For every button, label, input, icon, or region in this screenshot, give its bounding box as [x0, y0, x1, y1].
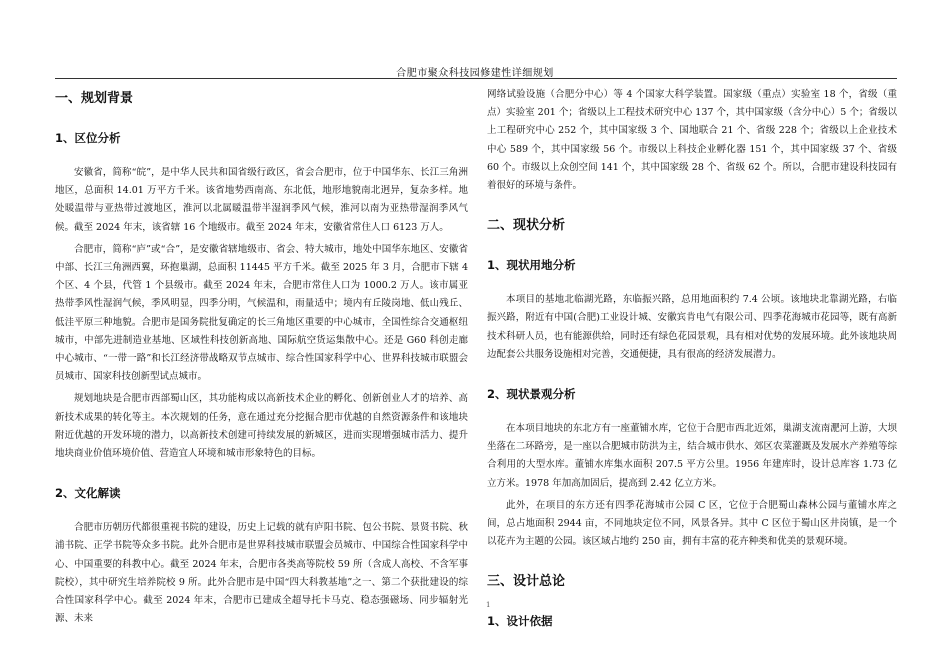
page-number: 1	[486, 601, 491, 609]
header-divider	[55, 78, 897, 79]
subsection-title-culture: 2、文化解读	[55, 486, 121, 501]
paragraph-reservoir: 在本项目地块的东北方有一座董铺水库，它位于合肥市西北近郊，巢湖支流南淝河上游，大坝坐落在二环路旁，是一座以合肥城市防洪为主，结合城市供水、郊区农菜灌溉及发展水产养殖等综合利用的大型水库。董铺水库集水面积 207.5 平方公里。1956 年建库时，设计总库容 1.73 亿立方米。1978 年加高加固后，提高到 2.42 亿立方米。	[487, 423, 897, 489]
paragraph-hefei-overview: 合肥市，简称“庐”或“合”，是安徽省辖地级市、省会、特大城市，地处中国华东地区、安徽省中部、长江三角洲西翼，环抱巢湖，总面积 11445 平方千米。截至 2025 年 3 月，合肥市下辖 4 个区、4 个县，代管 1 个县级市。截至 2024 年末，合肥市常住人口为 1000.2 万人。该市属亚热带季风性湿润气候，季风明显，四季分明，气候温和，雨量适中；境内有丘陵岗地、低山残丘、低洼平原三种地貌。合肥市是国务院批复确定的长三角地区重要的中心城市，全国性综合交通枢纽城市，中部先进制造业基地、区域性科技创新高地、国际航空货运集散中心。还是 G60 科创走廊中心城市、“一带一路”和长江经济带战略双节点城市、综合性国家科学中心、世界科技城市联盟会员城市、国家科技创新型试点城市。	[55, 243, 468, 383]
paragraph-science-facilities: 网络试验设施（合肥分中心）等 4 个国家大科学装置。国家级（重点）实验室 18 个，省级（重点）实验室 201 个；省级以上工程技术研究中心 137 个，其中国家级（含分中心）5 个；省级以上工程研究中心 252 个，其中国家级 3 个、国地联合 21 个、省级 228 个；省级以上企业技术中心 589 个，其中国家级 56 个。市级以上科技企业孵化器 151 个，其中国家级 37 个、省级 60 个。市级以上众创空间 141 个，其中国家级 28 个、省级 62 个。所以，合肥市建设科技园有着很好的环境与条件。	[487, 89, 897, 192]
subsection-title-land-use: 1、现状用地分析	[487, 258, 576, 273]
section-title-planning-background: 一、规划背景	[55, 91, 134, 106]
subsection-title-location-analysis: 1、区位分析	[55, 131, 121, 145]
left-column	[55, 86, 468, 628]
paragraph-plot-goal: 规划地块是合肥市西部蜀山区，其功能构成以高新技术企业的孵化、创新创业人才的培养、高新技术成果的转化等主。本次规划的任务，意在通过充分挖掘合肥市优越的自然资源条件和该地块附近优越的开发环境的潜力，以高新技术创建可持续发展的新城区，进而实现增强城市活力、提升地块商业价值环境价值、营造宜人环境和城市形象特色的目标。	[55, 393, 468, 460]
section-title-design-overview: 三、设计总论	[487, 574, 566, 590]
page-header-title: 合肥市聚众科技园修建性详细规划	[396, 68, 554, 79]
right-column	[487, 86, 897, 629]
paragraph-land-use: 本项目的基地北临湖光路，东临振兴路，总用地面积约 7.4 公顷。该地块北靠湖光路，右临振兴路，附近有中国(合肥)工业设计城、安徽宾肯电气有限公司、四季花海城市花园等，既有高新技术科研人员，也有能源供给，同时还有绿色花园景观，具有相对优势的发展环境。此外该地块周边配套公共服务设施相对完善，交通便捷，具有很高的经济发展潜力。	[487, 294, 897, 360]
section-title-status-analysis: 二、现状分析	[487, 218, 566, 234]
subsection-title-landscape: 2、现状景观分析	[487, 387, 576, 402]
paragraph-culture: 合肥市历朝历代都很重视书院的建设，历史上记载的就有庐阳书院、包公书院、景贤书院、秋浦书院、正学书院等众多书院。此外合肥市是世界科技城市联盟会员城市、中国综合性国家科学中心、中国重要的科教中心。截至 2024 年末，合肥市各类高等院校 59 所（含成人高校、不含军事院校），其中研究生培养院校 9 所。此外合肥市是中国“四大科教基地”之一、第二个获批建设的综合性国家科学中心。截至 2024 年末，合肥市已建成全超导托卡马克、稳态强磁场、同步辐射光源、未来	[55, 522, 468, 625]
subsection-title-design-basis: 1、设计依据	[487, 614, 553, 629]
paragraph-anhui-overview: 安徽省，简称“皖”，是中华人民共和国省级行政区，省会合肥市，位于中国华东、长江三角洲地区，总面积 14.01 万平方千米。该省地势西南高、东北低，地形地貌南北迥异，复杂多样。地处暖温带与亚热带过渡地区，淮河以北属暖温带半湿润季风气候，淮河以南为亚热带湿润季风气候。截至 2024 年末，该省辖 16 个地级市。截至 2024 年末，安徽省常住人口 6123 万人。	[55, 167, 468, 233]
paragraph-flower-park: 此外，在项目的东方还有四季花海城市公园 C 区，它位于合肥蜀山森林公园与董铺水库之间，总占地面积 2944 亩，不同地块定位不同，风景各异。其中 C 区位于蜀山区井岗镇，是一个以花卉为主题的公园。该区域占地约 250 亩，拥有丰富的花卉种类和优美的景观环境。	[487, 499, 897, 548]
